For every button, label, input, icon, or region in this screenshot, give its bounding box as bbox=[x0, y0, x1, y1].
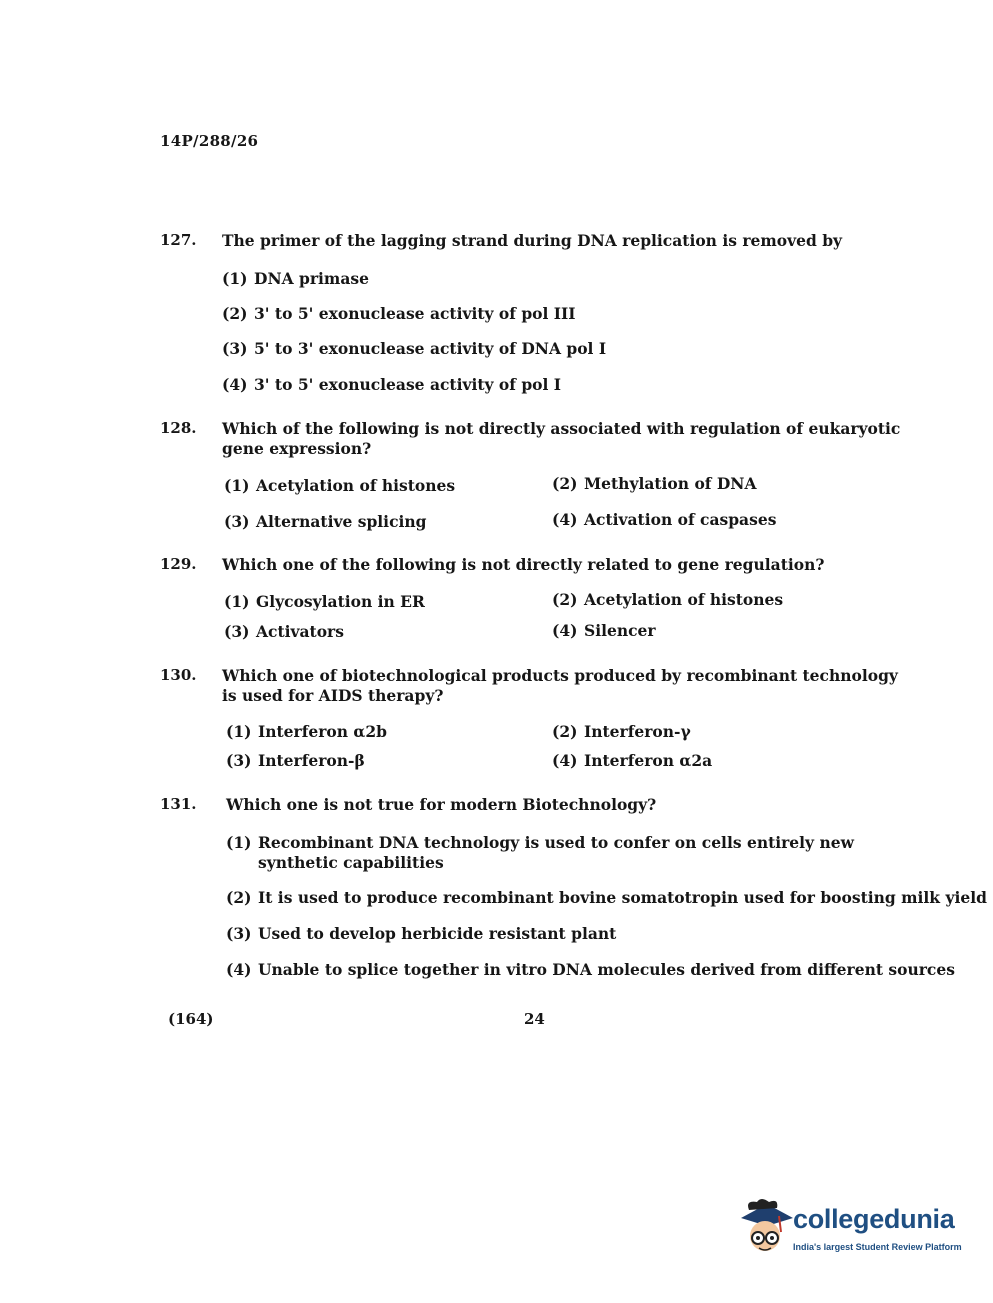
logo-tagline: India's largest Student Review Platform bbox=[793, 1242, 962, 1252]
option-3 bbox=[226, 751, 365, 771]
option-number: (4) bbox=[226, 960, 252, 979]
paper-code: 14P/288/26 bbox=[160, 132, 259, 150]
question-131 bbox=[160, 795, 987, 979]
logo-brand: collegedunia bbox=[793, 1204, 955, 1234]
option-number: (4) bbox=[552, 621, 578, 640]
question-text: Which of the following is not directly associated with regulation of eukaryotic gene expression? bbox=[222, 419, 901, 458]
footer-code: (164) bbox=[168, 1010, 214, 1028]
question-130 bbox=[160, 666, 910, 770]
option-number: (2) bbox=[552, 590, 578, 609]
option-text: Silencer bbox=[584, 621, 656, 640]
option-text: Interferon-γ bbox=[584, 722, 691, 741]
question-text: The primer of the lagging strand during DNA replication is removed by bbox=[222, 231, 843, 250]
question-number: 131. bbox=[160, 795, 197, 813]
option-2 bbox=[552, 722, 691, 742]
collegedunia-logo bbox=[735, 1196, 965, 1266]
option-4 bbox=[222, 375, 561, 395]
option-text: Activation of caspases bbox=[584, 510, 777, 529]
option-number: (3) bbox=[226, 924, 252, 943]
option-number: (3) bbox=[226, 751, 252, 770]
question-128 bbox=[160, 419, 910, 531]
option-2 bbox=[552, 590, 783, 610]
question-number: 130. bbox=[160, 666, 197, 684]
option-number: (4) bbox=[552, 751, 578, 770]
option-number: (1) bbox=[224, 592, 250, 611]
option-text: Interferon-β bbox=[258, 751, 365, 770]
option-2 bbox=[226, 888, 987, 908]
option-1 bbox=[224, 476, 455, 496]
page-number: 24 bbox=[524, 1010, 545, 1028]
question-129 bbox=[160, 555, 910, 641]
option-text: Acetylation of histones bbox=[584, 590, 784, 609]
option-text: Methylation of DNA bbox=[584, 474, 757, 493]
option-1 bbox=[226, 833, 906, 873]
option-number: (4) bbox=[222, 375, 248, 394]
option-number: (4) bbox=[552, 510, 578, 529]
option-text: Acetylation of histones bbox=[256, 476, 456, 495]
option-text: Activators bbox=[256, 622, 344, 641]
option-text: Alternative splicing bbox=[256, 512, 427, 531]
option-number: (3) bbox=[224, 622, 250, 641]
option-text: 3' to 5' exonuclease activity of pol I bbox=[254, 375, 562, 394]
option-2 bbox=[222, 304, 576, 324]
option-3 bbox=[224, 512, 427, 532]
option-2 bbox=[552, 474, 756, 494]
option-number: (2) bbox=[552, 474, 578, 493]
option-4 bbox=[552, 751, 712, 771]
option-text: 3' to 5' exonuclease activity of pol III bbox=[254, 304, 576, 323]
option-3 bbox=[224, 622, 344, 642]
option-4 bbox=[552, 510, 776, 530]
option-number: (3) bbox=[224, 512, 250, 531]
question-number: 127. bbox=[160, 231, 197, 249]
question-text: Which one of the following is not directly related to gene regulation? bbox=[222, 555, 825, 574]
option-number: (2) bbox=[552, 722, 578, 741]
option-text: Used to develop herbicide resistant plant bbox=[258, 924, 617, 943]
question-127 bbox=[160, 231, 910, 394]
option-number: (3) bbox=[222, 339, 248, 358]
option-number: (1) bbox=[226, 722, 252, 741]
option-1 bbox=[226, 722, 387, 742]
question-number: 129. bbox=[160, 555, 197, 573]
mascot-icon bbox=[735, 1196, 793, 1258]
option-text: It is used to produce recombinant bovine somatotropin used for boosting milk yield bbox=[258, 888, 987, 907]
option-1 bbox=[224, 592, 425, 612]
question-number: 128. bbox=[160, 419, 197, 437]
option-number: (2) bbox=[226, 888, 252, 907]
option-text: Interferon α2a bbox=[584, 751, 713, 770]
option-3 bbox=[222, 339, 606, 359]
question-text: Which one is not true for modern Biotechnology? bbox=[226, 795, 657, 814]
option-number: (1) bbox=[222, 269, 248, 288]
option-3 bbox=[226, 924, 616, 944]
option-text: DNA primase bbox=[254, 269, 369, 288]
option-number: (2) bbox=[222, 304, 248, 323]
option-4 bbox=[552, 621, 656, 641]
option-4 bbox=[226, 960, 955, 980]
option-text: 5' to 3' exonuclease activity of DNA pol I bbox=[254, 339, 607, 358]
option-text: Glycosylation in ER bbox=[256, 592, 425, 611]
option-text: Unable to splice together in vitro DNA molecules derived from different sources bbox=[258, 960, 955, 979]
option-text: Recombinant DNA technology is used to confer on cells entirely new synthetic capabilities bbox=[258, 833, 854, 872]
option-text: Interferon α2b bbox=[258, 722, 387, 741]
option-number: (1) bbox=[224, 476, 250, 495]
question-text: Which one of biotechnological products produced by recombinant technology is used for AIDS therapy? bbox=[222, 666, 898, 705]
option-1 bbox=[222, 269, 369, 289]
option-number: (1) bbox=[226, 833, 252, 852]
